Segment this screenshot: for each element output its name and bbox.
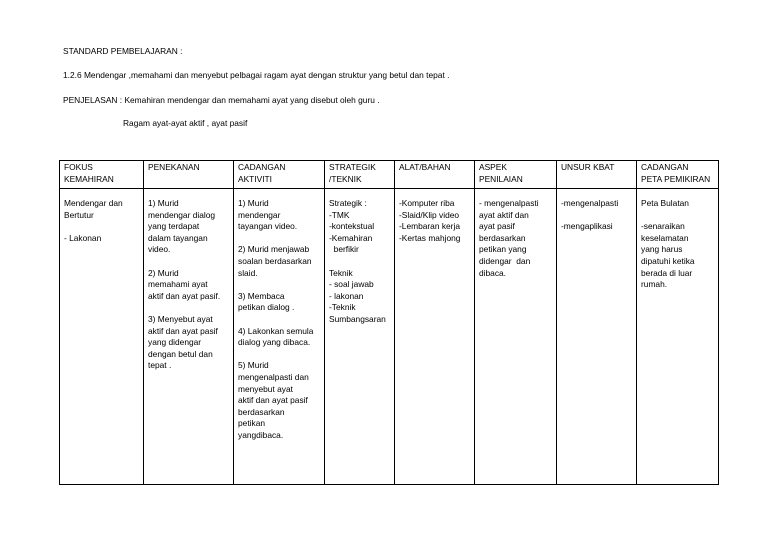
cell-text-line: berfikir <box>329 244 359 255</box>
cell-penekanan <box>144 189 234 485</box>
cell-text-line: petikan <box>238 418 266 429</box>
cell-text-line <box>64 221 140 233</box>
cell-text-line: -TMK <box>329 209 350 220</box>
cell-text-line: ayat pasif <box>479 221 515 232</box>
cell-text-line: memahami ayat <box>148 279 208 290</box>
cell-text-line <box>561 210 633 222</box>
cell-text-line: -Kertas mahjong <box>399 232 461 243</box>
cell-text-line <box>238 314 321 326</box>
cell-text-line: dengan betul dan <box>148 348 213 359</box>
cell-text-line: -Slaid/Klip video <box>399 209 460 220</box>
cell-text-line: -senaraikan <box>641 221 685 232</box>
cell-text-line: rumah. <box>641 279 668 290</box>
cell-text-line: 1) Murid <box>238 198 269 208</box>
cell-text-line: menyebut ayat <box>238 383 293 394</box>
cell-text-line: ayat aktif dan <box>479 209 529 220</box>
cell-text-line: dibaca. <box>479 267 507 278</box>
lesson-plan-table <box>59 160 719 485</box>
cell-text-line: KEMAHIRAN <box>64 173 114 184</box>
cell-text-line: yang harus <box>641 244 683 255</box>
cell-text-line <box>148 256 230 268</box>
cell-text-line: 3) Menyebut ayat <box>148 313 213 324</box>
col-header-cadangan-aktiviti <box>234 161 325 189</box>
cell-unsur-kbat <box>557 189 637 485</box>
cell-text-line: berdasarkan <box>479 232 526 243</box>
cell-text-line: slaid. <box>238 267 258 278</box>
cell-text-line <box>238 233 321 245</box>
cell-text-line <box>148 302 230 314</box>
col-header-unsur-kbat <box>557 161 637 189</box>
cell-fokus-kemahiran <box>60 189 144 485</box>
cell-text-line: aktif dan ayat pasif <box>148 325 218 336</box>
col-header-fokus-kemahiran <box>60 161 144 189</box>
learning-objective: 1.2.6 Mendengar ,memahami dan menyebut pelbagai ragam ayat dengan struktur yang betul dan tepat . <box>63 70 450 80</box>
cell-text-line: mendengar <box>238 209 281 220</box>
cell-text-line: - Lakonan <box>64 232 102 243</box>
cell-text-line: -Lembaran kerja <box>399 221 460 232</box>
cell-text-line: video. <box>148 244 171 255</box>
cell-text-line: -Teknik <box>329 302 356 313</box>
sentence-types-text: Ragam ayat-ayat aktif , ayat pasif <box>123 118 248 128</box>
cell-text-line: - lakonan <box>329 290 364 301</box>
cell-text-line: tayangan video. <box>238 221 298 232</box>
cell-text-line: Peta Bulatan <box>641 198 689 208</box>
cell-text-line: /TEKNIK <box>329 173 362 184</box>
cell-alat-bahan <box>395 189 475 485</box>
col-header-cadangan-peta-pemikiran <box>637 161 719 189</box>
cell-text-line: berada di luar <box>641 267 693 278</box>
cell-text-line: didengar dan <box>479 255 531 266</box>
table-header-row <box>60 161 719 189</box>
cell-text-line: -Kemahiran <box>329 232 373 243</box>
cell-text-line: PETA PEMIKIRAN <box>641 173 711 184</box>
cell-text-line: berdasarkan <box>238 406 285 417</box>
cell-text-line: -mengaplikasi <box>561 221 613 232</box>
cell-text-line: soalan berdasarkan <box>238 255 312 266</box>
cell-text-line: yang terdapat <box>148 221 200 232</box>
cell-text-line: Strategik : <box>329 198 367 208</box>
cell-text-line: PENILAIAN <box>479 173 523 184</box>
col-header-penekanan <box>144 161 234 189</box>
cell-text-line: 2) Murid menjawab <box>238 244 310 255</box>
cell-text-line: PENEKANAN <box>148 162 200 172</box>
cell-text-line: 3) Membaca <box>238 290 285 301</box>
cell-text-line: CADANGAN <box>641 162 689 172</box>
explanation-text: PENJELASAN : Kemahiran mendengar dan memahami ayat yang disebut oleh guru . <box>63 95 380 105</box>
cell-text-line: -mengenalpasti <box>561 198 619 208</box>
cell-text-line: mengenalpasti dan <box>238 371 309 382</box>
cell-text-line: ASPEK <box>479 162 507 172</box>
table-row <box>60 189 719 485</box>
standard-heading: STANDARD PEMBELAJARAN : <box>63 46 183 56</box>
col-header-aspek-penilaian <box>475 161 557 189</box>
cell-text-line: 5) Murid <box>238 360 269 371</box>
cell-text-line: Mendengar dan <box>64 198 123 208</box>
cell-text-line: aktif dan ayat pasif <box>238 395 308 406</box>
cell-text-line: petikan dialog . <box>238 302 295 313</box>
cell-cadangan-peta-pemikiran <box>637 189 719 485</box>
cell-strategik-teknik <box>325 189 395 485</box>
cell-text-line: - soal jawab <box>329 279 374 290</box>
cell-text-line: dipatuhi ketika <box>641 255 695 266</box>
cell-text-line: CADANGAN <box>238 162 286 172</box>
cell-cadangan-aktiviti <box>234 189 325 485</box>
cell-text-line: dalam tayangan <box>148 232 208 243</box>
cell-text-line <box>641 210 715 222</box>
cell-text-line: STRATEGIK <box>329 162 376 172</box>
cell-text-line: tepat . <box>148 360 172 371</box>
cell-text-line: 1) Murid <box>148 198 179 208</box>
cell-text-line: AKTIVITI <box>238 173 272 184</box>
cell-text-line: dialog yang dibaca. <box>238 337 311 348</box>
cell-text-line: 4) Lakonkan semula <box>238 325 314 336</box>
cell-text-line: Bertutur <box>64 209 94 220</box>
cell-text-line <box>238 349 321 361</box>
cell-text-line: aktif dan ayat pasif. <box>148 290 221 301</box>
cell-text-line <box>329 256 391 268</box>
cell-text-line: keselamatan <box>641 232 689 243</box>
cell-text-line: yang didengar <box>148 337 202 348</box>
cell-text-line: 2) Murid <box>148 267 179 278</box>
cell-text-line: yangdibaca. <box>238 429 284 440</box>
cell-text-line: -Komputer riba <box>399 198 455 208</box>
cell-text-line: -kontekstual <box>329 221 375 232</box>
cell-text-line: ALAT/BAHAN <box>399 162 451 172</box>
cell-text-line: UNSUR KBAT <box>561 162 615 172</box>
cell-aspek-penilaian <box>475 189 557 485</box>
cell-text-line: petikan yang <box>479 244 527 255</box>
cell-text-line: FOKUS <box>64 162 93 172</box>
col-header-alat-bahan <box>395 161 475 189</box>
cell-text-line: - mengenalpasti <box>479 198 539 208</box>
col-header-strategik-teknik <box>325 161 395 189</box>
cell-text-line: Sumbangsaran <box>329 313 386 324</box>
cell-text-line <box>238 279 321 291</box>
cell-text-line: mendengar dialog <box>148 209 216 220</box>
cell-text-line: Teknik <box>329 267 353 278</box>
